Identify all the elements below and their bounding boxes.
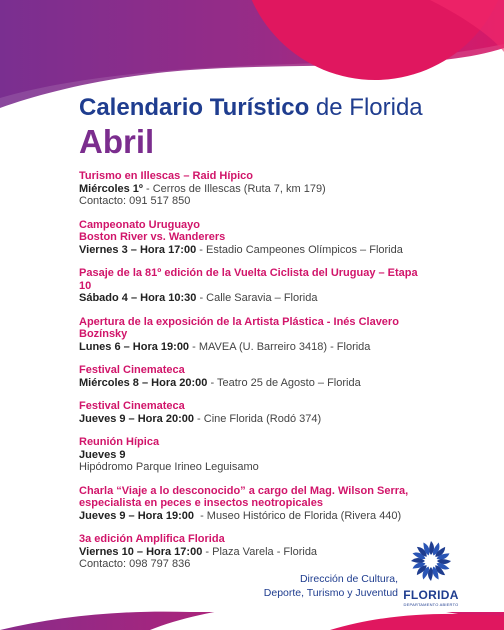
month-heading: Abril [79,123,155,160]
event-location: - Calle Saravia – Florida [196,292,318,304]
event-location: - MAVEA (U. Barreiro 3418) - Florida [189,340,371,353]
event-title: Festival Cinemateca [79,400,185,412]
title-bold: Calendario Turístico [79,94,310,121]
event-title: Apertura de la exposición de la Artista Plástica - Inés Clavero [79,315,399,328]
header [79,94,484,161]
event-title: Campeonato Uruguayo [79,218,201,231]
event-date: Lunes 6 – Hora 19:00 [79,340,190,353]
event-item [79,436,429,474]
footer-department [264,572,398,600]
event-when-where [79,244,429,257]
event-date: Jueves 9 – Hora 19:00 [79,509,194,522]
florida-logo [399,540,463,607]
event-date: Miércoles 1º [79,182,143,195]
page-title [79,94,484,122]
event-item [79,364,429,389]
event-location: - Plaza Varela - Florida [202,545,318,558]
event-location: - Teatro 25 de Agosto – Florida [207,376,361,389]
event-title: Festival Cinemateca [79,364,185,376]
event-title: Reunión Hípica [79,436,160,448]
event-date: Jueves 9 – Hora 20:00 [79,412,194,425]
event-date: Viernes 3 – Hora 17:00 [79,243,197,256]
event-location: - Cerros de Illescas (Ruta 7, km 179) [142,182,326,195]
event-when-where [79,546,429,559]
event-date: Miércoles 8 – Hora 20:00 [79,376,208,389]
event-location: - Museo Histórico de Florida (Rivera 440) [193,509,402,522]
event-when-where [79,292,429,305]
event-when-where [79,377,429,390]
event-when-where [79,413,429,426]
event-list [79,170,429,582]
event-item [79,219,429,257]
event-title: especialista en peces e insectos neotropicales [79,497,323,509]
logo-subtitle: DEPARTAMENTO ABIERTO [403,602,459,607]
event-when-where [79,510,429,523]
event-title: Turismo en Illescas – Raid Hípico [79,170,254,182]
title-regular: de Florida [309,94,423,121]
event-title: Bozínsky [79,328,128,340]
event-detail: Hipódromo Parque Irineo Leguisamo [79,461,259,473]
event-title: Charla “Viaje a lo desconocido” a cargo del Mag. Wilson Serra, [79,484,409,497]
event-item [79,267,429,305]
logo-name: FLORIDA [403,588,459,602]
event-date: Jueves 9 [79,448,126,461]
event-item [79,400,429,425]
event-item [79,533,429,571]
event-item [79,485,429,523]
event-item [79,170,429,208]
event-date: Sábado 4 – Hora 10:30 [79,292,197,304]
event-item [79,316,429,354]
event-when-where [79,183,429,196]
florida-flower-icon [409,540,453,582]
event-date: Viernes 10 – Hora 17:00 [79,545,203,558]
event-detail: Contacto: 091 517 850 [79,195,191,207]
footer-line-2: Deporte, Turismo y Juventud [263,587,398,599]
event-title: Pasaje de la 81º edición de la Vuelta Ciclista del Uruguay – Etapa 10 [79,267,418,292]
event-location: - Estadio Campeones Olímpicos – Florida [196,243,403,256]
event-when-where [79,449,429,462]
event-detail: Contacto: 098 797 836 [79,558,191,570]
footer-line-1: Dirección de Cultura, [299,573,398,585]
event-when-where [79,341,429,354]
event-location: - Cine Florida (Rodó 374) [193,412,322,425]
event-title: Boston River vs. Wanderers [79,231,226,243]
event-title: 3a edición Amplifica Florida [79,533,225,545]
